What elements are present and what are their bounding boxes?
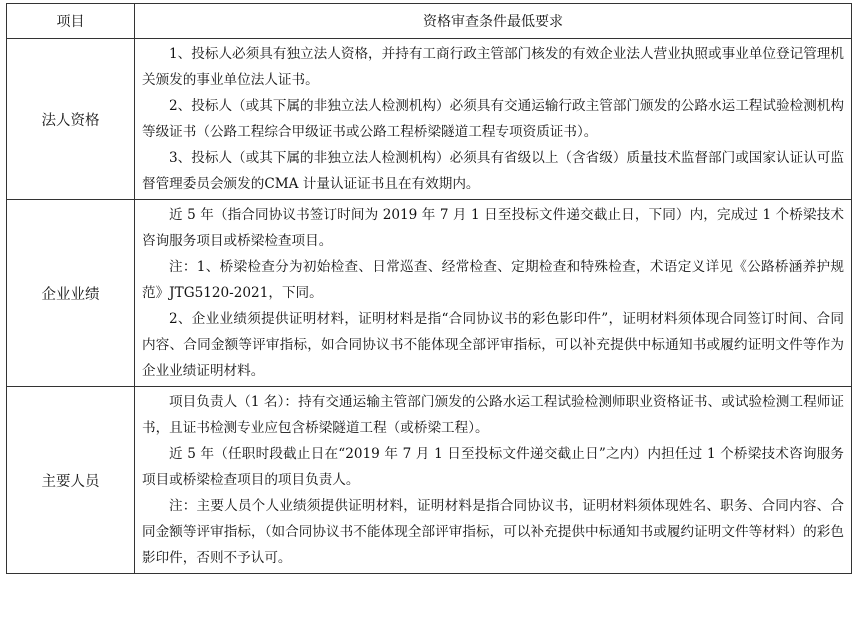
requirement-paragraph: 2、企业业绩须提供证明材料，证明材料是指“合同协议书的彩色影印件”，证明材料须体现合同签订时间、合同内容、合同金额等评审指标，如合同协议书不能体现全部评审指标，可以补充提供中标通知书或履约证明文件等作为企业业绩证明材料。 <box>142 311 844 379</box>
requirement-paragraph: 近 5 年（任职时段截止日在“2019 年 7 月 1 日至投标文件递交截止日”之内）内担任过 1 个桥梁技术咨询服务项目或桥梁检查项目的项目负责人。 <box>142 446 844 488</box>
requirement-paragraph: 2、投标人（或其下属的非独立法人检测机构）必须具有交通运输行政主管部门颁发的公路水运工程试验检测机构等级证书（公路工程综合甲级证书或公路工程桥梁隧道工程专项资质证书）。 <box>142 98 844 140</box>
requirement-paragraph: 1、投标人必须具有独立法人资格，并持有工商行政主管部门核发的有效企业法人营业执照或事业单位登记管理机关颁发的事业单位法人证书。 <box>142 46 844 88</box>
header-item: 项目 <box>7 4 135 39</box>
requirements-personnel <box>135 387 852 574</box>
item-label-legal: 法人资格 <box>7 39 135 200</box>
requirement-paragraph: 项目负责人（1 名）：持有交通运输主管部门颁发的公路水运工程试验检测师职业资格证书、或试验检测工程师证书，且证书检测专业应包含桥梁隧道工程（或桥梁工程）。 <box>142 394 844 436</box>
header-row <box>7 4 852 39</box>
row-company-performance <box>7 200 852 387</box>
qualification-table <box>6 3 852 574</box>
requirements-performance <box>135 200 852 387</box>
requirement-paragraph: 近 5 年（指合同协议书签订时间为 2019 年 7 月 1 日至投标文件递交截止日，下同）内，完成过 1 个桥梁技术咨询服务项目或桥梁检查项目。 <box>142 207 844 249</box>
item-label-personnel: 主要人员 <box>7 387 135 574</box>
item-label-performance: 企业业绩 <box>7 200 135 387</box>
row-legal-qualification <box>7 39 852 200</box>
row-key-personnel <box>7 387 852 574</box>
requirements-legal <box>135 39 852 200</box>
header-requirements: 资格审查条件最低要求 <box>135 4 852 39</box>
requirement-paragraph: 3、投标人（或其下属的非独立法人检测机构）必须具有省级以上（含省级）质量技术监督部门或国家认证认可监督管理委员会颁发的CMA 计量认证证书且在有效期内。 <box>142 150 844 192</box>
requirement-paragraph: 注：1、桥梁检查分为初始检查、日常巡查、经常检查、定期检查和特殊检查，术语定义详见《公路桥涵养护规范》JTG5120-2021，下同。 <box>142 259 844 301</box>
requirement-paragraph: 注：主要人员个人业绩须提供证明材料，证明材料是指合同协议书，证明材料须体现姓名、职务、合同内容、合同金额等评审指标，（如合同协议书不能体现全部评审指标，可以补充提供中标通知书或履约证明文件等材料）的彩色影印件，否则不予认可。 <box>142 498 844 566</box>
